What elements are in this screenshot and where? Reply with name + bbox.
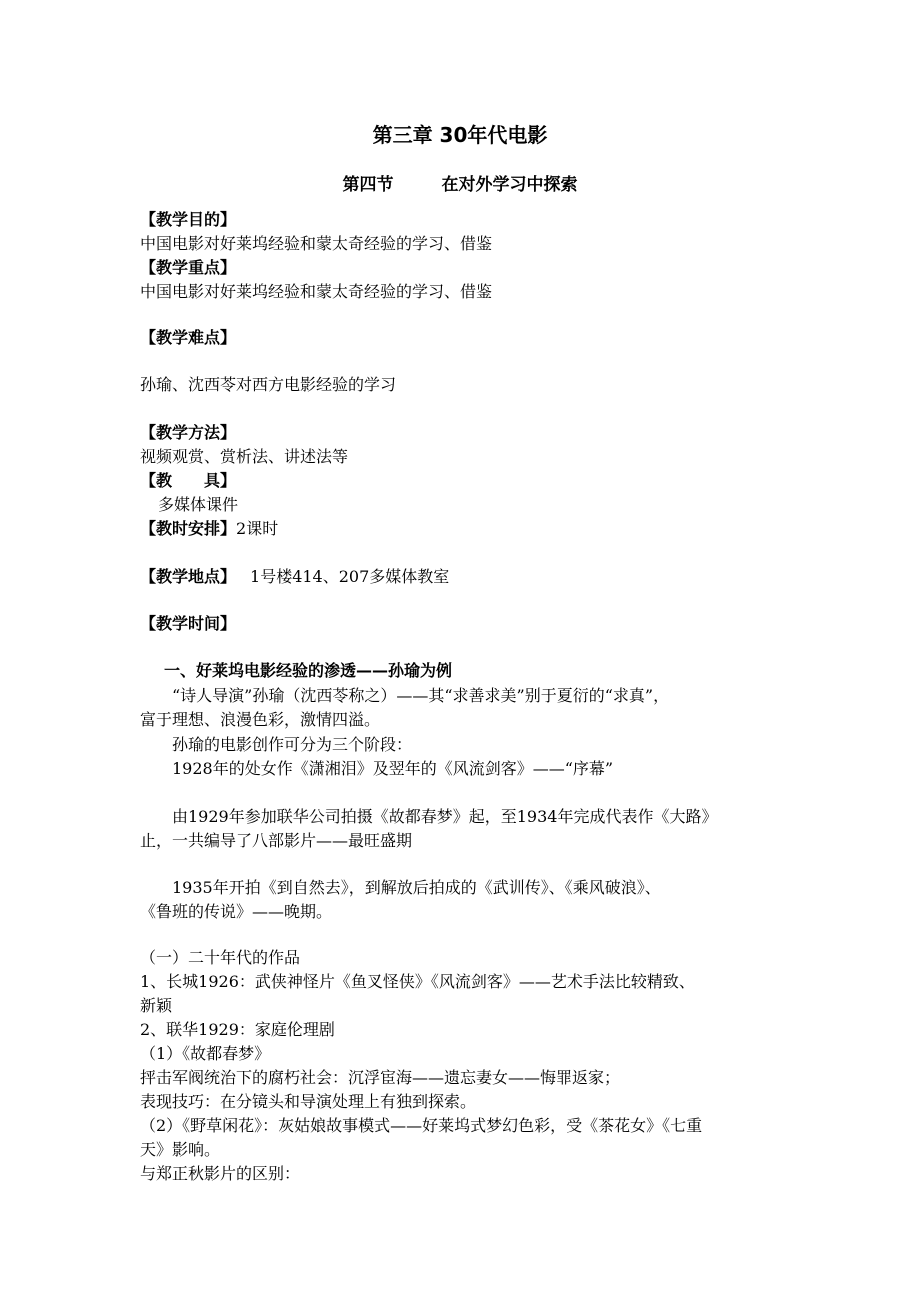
location-text: 1号楼414、207多媒体教室 [250,567,450,586]
section-number: 第四节 [342,175,394,195]
method-text: 视频观赏、赏析法、讲述法等 [140,447,349,466]
focus-heading: 【教学重点】 [140,258,237,277]
item-2a: （1）《故都春梦》 [140,1044,271,1063]
hours-heading: 【教时安排】 [140,519,237,538]
item-2: 2、联华1929：家庭伦理剧 [140,1020,335,1039]
chapter-title: 第三章 30年代电影 [372,123,548,147]
tools-heading: 【教 具】 [140,471,237,490]
item-1-line-1: 1、长城1926：武侠神怪片《鱼叉怪侠》《风流剑客》——艺术手法比较精致、 [140,972,695,991]
section-heading [0,172,920,198]
paragraph-5-line-2: 《鲁班的传说》——晚期。 [140,902,333,921]
section-title: 在对外学习中探索 [441,175,578,195]
paragraph-1-line-1: “诗人导演”孙瑜（沈西苓称之）——其“求善求美”别于夏衍的“求真”， [172,686,670,705]
hours-text: 2课时 [236,519,279,538]
objective-text: 中国电影对好莱坞经验和蒙太奇经验的学习、借鉴 [140,234,493,253]
location-row [140,565,449,589]
item-2b-line-2: 天》影响。 [140,1140,221,1159]
item-1-line-2: 新颖 [140,996,173,1015]
focus-text: 中国电影对好莱坞经验和蒙太奇经验的学习、借鉴 [140,282,493,301]
objective-heading: 【教学目的】 [140,210,237,229]
part1-heading: 一、好莱坞电影经验的渗透——孙瑜为例 [164,661,453,680]
item-2a-line-2: 表现技巧：在分镜头和导演处理上有独到探索。 [140,1092,477,1111]
time-heading: 【教学时间】 [140,614,237,633]
paragraph-5-line-1: 1935年开拍《到自然去》，到解放后拍成的《武训传》、《乘风破浪》、 [172,878,661,897]
hours-row [140,517,278,541]
tools-text: 多媒体课件 [158,495,239,514]
paragraph-1-line-2: 富于理想、浪漫色彩，激情四溢。 [140,710,381,729]
paragraph-3: 1928年的处女作《潇湘泪》及翌年的《风流剑客》——“序幕” [172,759,614,778]
item-2a-line-1: 抨击军阀统治下的腐朽社会：沉浮宦海——遗忘妻女——悔罪返家； [140,1068,621,1087]
paragraph-4-line-1: 由1929年参加联华公司拍摄《故都春梦》起，至1934年完成代表作《大路》 [172,807,718,826]
subsection-1: （一）二十年代的作品 [140,948,301,967]
item-2b-line-1: （2）《野草闲花》：灰姑娘故事模式——好莱坞式梦幻色彩，受《茶花女》《七重 [140,1116,703,1135]
difficulty-text: 孙瑜、沈西苓对西方电影经验的学习 [140,375,397,394]
paragraph-4-line-2: 止，一共编导了八部影片——最旺盛期 [140,831,413,850]
location-heading: 【教学地点】 [140,567,237,586]
item-2b-line-3: 与郑正秋影片的区别： [140,1164,301,1183]
difficulty-heading: 【教学难点】 [140,328,237,347]
paragraph-2: 孙瑜的电影创作可分为三个阶段： [172,735,413,754]
method-heading: 【教学方法】 [140,423,237,442]
